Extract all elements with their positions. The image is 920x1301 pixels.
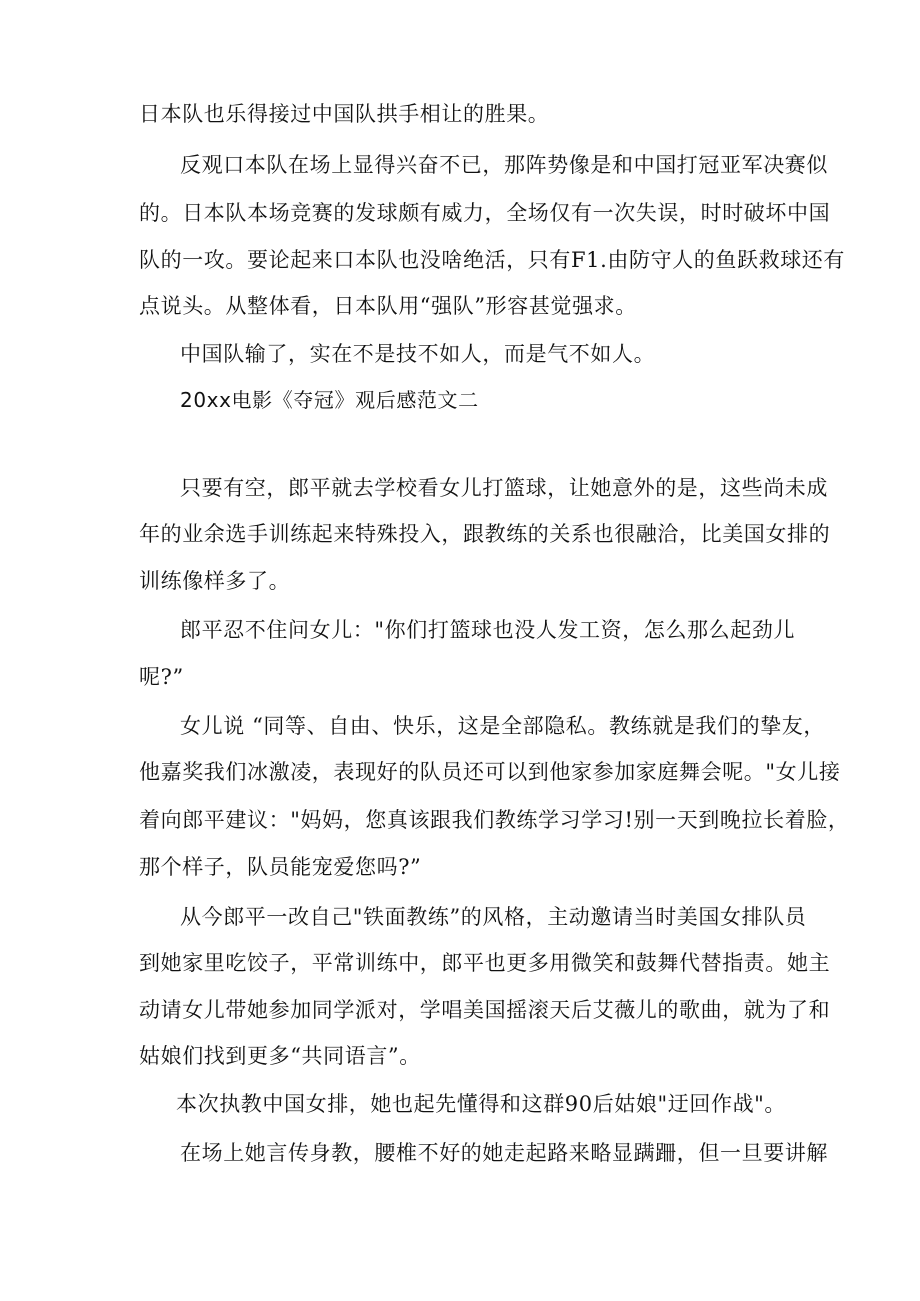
text-line: 到她家里吃饺子，平常训练中，郎平也更多用微笑和鼓舞代替指责。她主 — [139, 951, 831, 975]
text-line: 的。日本队本场竞赛的发球颇有威力，全场仅有一次失误，时时破坏中国 — [139, 201, 831, 225]
text-line: 队的一攻。要论起来口本队也没啥绝活，只有F1.由防守人的鱼跃救球还有 — [139, 248, 846, 272]
text-line: 点说头。从整体看，日本队用“强队”形容甚觉强求。 — [139, 294, 637, 318]
text-line: 只要有空，郎平就去学校看女儿打篮球，让她意外的是，这些尚未成 — [180, 476, 828, 500]
text-line: 本次执教中国女排，她也起先懂得和这群90后姑娘"迂回作战"。 — [176, 1092, 787, 1116]
text-line: 在场上她言传身教，腰椎不好的她走起路来略显蹒跚，但一旦要讲解 — [180, 1141, 828, 1165]
text-line: 女儿说 “同等、自由、快乐，这是全部隐私。教练就是我们的挚友， — [180, 714, 826, 738]
text-line: 着向郎平建议："妈妈，您真该跟我们教练学习学习!别一天到晚拉长着脸， — [139, 808, 850, 832]
text-line: 日本队也乐得接过中国队拱手相让的胜果。 — [139, 102, 550, 126]
section-heading: 20xx电影《夺冠》观后感范文二 — [180, 388, 479, 412]
text-line: 中国队输了，实在不是技不如人，而是气不如人。 — [180, 342, 656, 366]
text-line: 反观口本队在场上显得兴奋不已，那阵势像是和中国打冠亚军决赛似 — [180, 153, 828, 177]
text-line: 姑娘们找到更多“共同语言”。 — [139, 1044, 421, 1068]
text-line: 训练像样多了。 — [139, 569, 291, 593]
text-line: 呢?” — [139, 665, 184, 689]
text-line: 郎平忍不住问女儿："你们打篮球也没人发工资，怎么那么起劲儿 — [180, 618, 796, 642]
text-line: 那个样子，队员能宠爱您吗?” — [139, 855, 422, 879]
text-line: 从今郎平一改自己"铁面教练”的风格，主动邀请当时美国女排队员 — [180, 905, 807, 929]
text-line: 他嘉奖我们冰激凌，表现好的队员还可以到他家参加家庭舞会呢。"女儿接 — [139, 760, 841, 784]
text-line: 年的业余选手训练起来特殊投入，跟教练的关系也很融洽，比美国女排的 — [139, 522, 831, 546]
text-line: 动请女儿带她参加同学派对，学唱美国摇滚天后艾薇儿的歌曲，就为了和 — [139, 998, 831, 1022]
